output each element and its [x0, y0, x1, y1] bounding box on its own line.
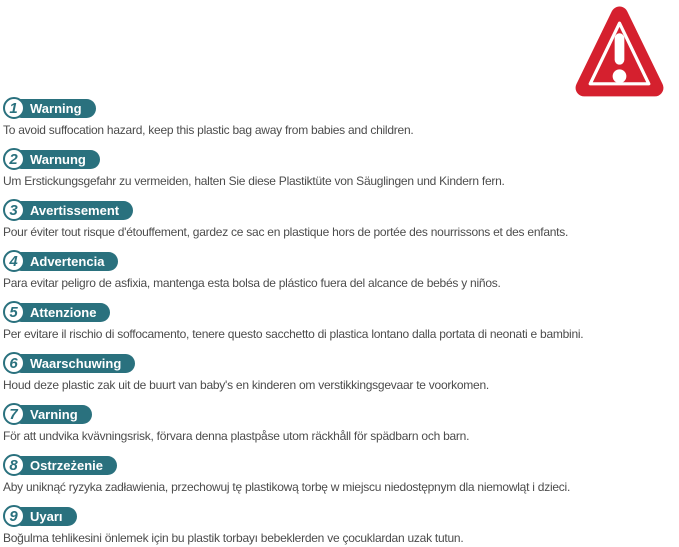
section-number: 3 — [3, 199, 25, 221]
language-badge — [3, 352, 679, 374]
warning-text: Para evitar peligro de asfixia, mantenga esta bolsa de plástico fuera del alcance de bebés y niños. — [3, 276, 501, 290]
warning-section-spanish — [3, 250, 679, 290]
language-badge — [3, 454, 679, 476]
warning-triangle-icon — [571, 2, 668, 103]
warning-section-dutch — [3, 352, 679, 392]
section-label: Varning — [12, 405, 92, 424]
exclamation-bar-icon — [615, 33, 625, 64]
section-number: 4 — [3, 250, 25, 272]
warning-text: Per evitare il rischio di soffocamento, tenere questo sacchetto di plastica lontano dalla portata di neonati e bambini. — [3, 327, 584, 341]
warning-text: Um Erstickungsgefahr zu vermeiden, halten Sie diese Plastiktüte von Säuglingen und Kindern fern. — [3, 174, 505, 188]
warning-section-turkish — [3, 505, 679, 545]
warning-text: För att undvika kvävningsrisk, förvara denna plastpåse utom räckhåll för spädbarn och barn. — [3, 429, 470, 443]
section-number: 9 — [3, 505, 25, 527]
section-label: Waarschuwing — [12, 354, 135, 373]
language-badge — [3, 250, 679, 272]
section-number: 5 — [3, 301, 25, 323]
warning-text: Aby uniknąć ryzyka zadławienia, przechowuj tę plastikową torbę w miejscu niedostępnym dla niemowląt i dzieci. — [3, 480, 571, 494]
warning-sections-list — [3, 97, 679, 547]
section-number: 6 — [3, 352, 25, 374]
section-label: Avertissement — [12, 201, 133, 220]
exclamation-dot-icon — [613, 69, 627, 83]
language-badge — [3, 301, 679, 323]
language-badge — [3, 403, 679, 425]
warning-section-english — [3, 97, 679, 137]
section-label: Attenzione — [12, 303, 110, 322]
warning-text: Pour éviter tout risque d'étouffement, gardez ce sac en plastique hors de portée des nourrissons et des enfants. — [3, 225, 569, 239]
warning-section-polish — [3, 454, 679, 494]
warning-section-german — [3, 148, 679, 188]
section-label: Ostrzeżenie — [12, 456, 117, 475]
language-badge — [3, 199, 679, 221]
warning-section-french — [3, 199, 679, 239]
language-badge — [3, 97, 679, 119]
section-label: Warning — [12, 99, 96, 118]
section-label: Advertencia — [12, 252, 118, 271]
language-badge — [3, 505, 679, 527]
warning-text: Boğulma tehlikesini önlemek için bu plastik torbayı bebeklerden ve çocuklardan uzak tutun. — [3, 531, 464, 545]
section-number: 2 — [3, 148, 25, 170]
section-number: 1 — [3, 97, 25, 119]
section-number: 7 — [3, 403, 25, 425]
warning-text: To avoid suffocation hazard, keep this plastic bag away from babies and children. — [3, 123, 414, 137]
section-number: 8 — [3, 454, 25, 476]
language-badge — [3, 148, 679, 170]
section-label: Warnung — [12, 150, 100, 169]
section-label: Uyarı — [12, 507, 77, 526]
warning-section-italian — [3, 301, 679, 341]
warning-text: Houd deze plastic zak uit de buurt van baby's en kinderen om verstikkingsgevaar te voorkomen. — [3, 378, 489, 392]
warning-section-swedish — [3, 403, 679, 443]
warning-triangle-svg — [571, 2, 668, 103]
